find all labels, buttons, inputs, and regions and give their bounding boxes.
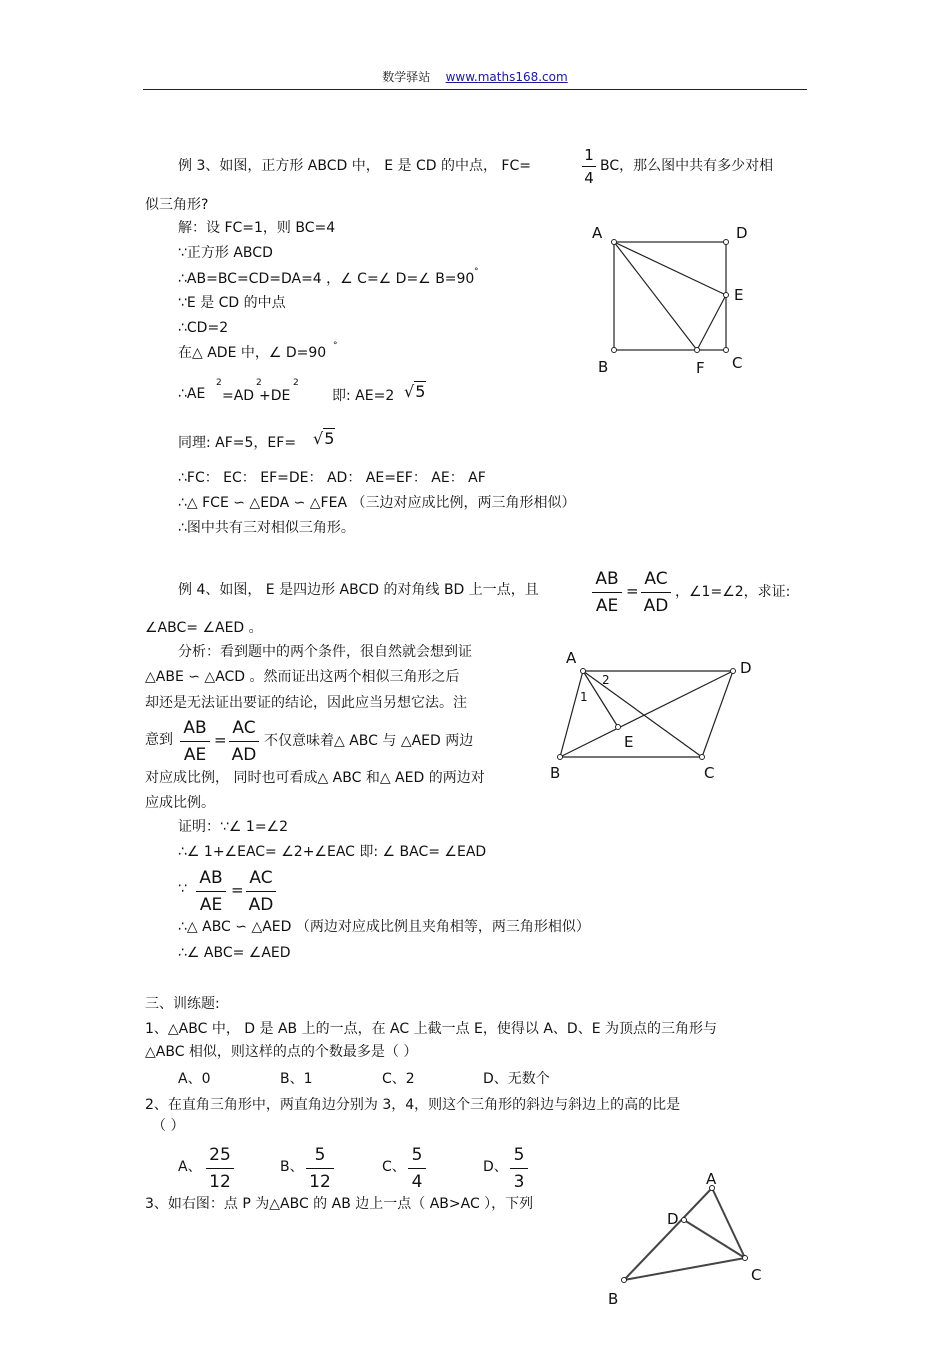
header-divider xyxy=(143,89,807,90)
sqrt-symbol-icon: √ xyxy=(313,429,324,448)
ex4-line2: ∠ABC= ∠AED 。 xyxy=(145,620,263,636)
site-url-link[interactable]: www.maths168.com xyxy=(445,70,568,84)
ex4-analysis1: 分析：看到题中的两个条件，很自然就会想到证 xyxy=(178,644,472,660)
triangle-abc xyxy=(624,1188,745,1280)
q2-line1: 2、在直角三角形中，两直角边分别为 3，4，则这个三角形的斜边与斜边上的高的比是 xyxy=(145,1097,681,1113)
ex4-analysis2: △ABE ∽ △ACD 。然而证出这两个相似三角形之后 xyxy=(145,669,460,685)
ex3-sup-a: 2 xyxy=(216,378,222,388)
q2-option-b-label: B、 xyxy=(280,1159,304,1175)
ex3-deg1: ° xyxy=(474,267,479,277)
ex3-deg2: ° xyxy=(333,341,338,351)
q1-line2: △ABC 相似，则这样的点的个数最多是（ ） xyxy=(145,1044,418,1060)
ex3-step7d: 即: AE=2 xyxy=(332,388,395,404)
q2-line2: （ ） xyxy=(152,1118,185,1134)
ex3-step1: 解：设 FC=1，则 BC=4 xyxy=(178,220,336,236)
q2-option-c-frac: $\frac{5}{4}$ xyxy=(408,1144,426,1193)
ex4-frac2-ab-ae: $\frac{AB}{AE}$ xyxy=(180,717,210,766)
ex3-step7c: +DE xyxy=(259,388,291,404)
segment-ae xyxy=(583,671,618,727)
ex3-step10: ∴△ FCE ∽ △EDA ∽ △FEA （三边对应成比例，两三角形相似） xyxy=(178,495,576,511)
ex3-line1a: 例 3、如图，正方形 ABCD 中， E 是 CD 的中点， FC= xyxy=(178,158,531,174)
q2-option-b-frac: $\frac{5}{12}$ xyxy=(306,1144,334,1193)
equals-sign: = xyxy=(626,582,639,600)
q2-option-a-label: A、 xyxy=(178,1159,202,1175)
label-f: F xyxy=(696,359,705,377)
ex3-sqrt5-a xyxy=(404,382,426,401)
ex4-proof1: 证明：∵∠ 1=∠2 xyxy=(178,819,289,835)
label-c: C xyxy=(732,354,743,372)
ex3-step2: ∵正方形 ABCD xyxy=(178,245,273,261)
q2-option-d-label: D、 xyxy=(483,1159,508,1175)
ex3-step11: ∴图中共有三对相似三角形。 xyxy=(178,520,355,536)
q1-option-d: D、无数个 xyxy=(483,1071,550,1087)
ex3-sup-c: 2 xyxy=(293,378,299,388)
q3-triangle-figure xyxy=(600,1168,780,1308)
label-b: B xyxy=(608,1290,619,1308)
ex3-square-figure xyxy=(580,218,760,378)
label-d: D xyxy=(736,224,748,242)
ex4-proof4: ∴△ ABC ∽ △AED （两边对应成比例且夹角相等，两三角形相似） xyxy=(178,919,590,935)
label-d: D xyxy=(740,659,752,677)
ex3-step3: ∴AB=BC=CD=DA=4 ，∠ C=∠ D=∠ B=90 xyxy=(178,271,475,287)
label-angle-2: 2 xyxy=(602,673,610,687)
label-a: A xyxy=(706,1170,717,1188)
practice-heading: 三、训练题: xyxy=(145,996,220,1012)
diagonal-ac xyxy=(583,671,702,757)
label-c: C xyxy=(751,1266,762,1284)
ex3-frac-num: 1 xyxy=(582,146,596,167)
sqrt-symbol-icon: √ xyxy=(404,382,415,401)
ex4-quadrilateral-figure xyxy=(540,645,770,785)
q1-line1: 1、△ABC 中， D 是 AB 上的一点，在 AC 上截一点 E，使得以 A、D、E 为顶点的三角形与 xyxy=(145,1021,718,1037)
ex3-step4: ∵E 是 CD 的中点 xyxy=(178,295,286,311)
ex4-frac-ac-ad: $\frac{AC}{AD}$ xyxy=(641,568,671,617)
equals-sign: = xyxy=(231,881,244,899)
ex3-step6: 在△ ADE 中，∠ D=90 xyxy=(178,345,327,361)
ex4-frac2-ac-ad: $\frac{AC}{AD}$ xyxy=(229,717,259,766)
site-name: 数学驿站 xyxy=(382,70,431,84)
sqrt-radicand: 5 xyxy=(324,429,335,448)
label-d: D xyxy=(667,1210,679,1228)
ex3-step7b: =AD xyxy=(222,388,255,404)
q1-option-c: C、2 xyxy=(382,1071,415,1087)
label-a: A xyxy=(592,224,603,242)
label-c: C xyxy=(704,764,715,782)
ex3-sqrt5-b xyxy=(313,429,335,448)
label-angle-1: 1 xyxy=(580,690,588,704)
q3-line1: 3、如右图：点 P 为△ABC 的 AB 边上一点（ AB>AC ），下列 xyxy=(145,1196,534,1212)
ex3-step8: 同理: AF=5，EF= xyxy=(178,435,297,451)
ex4-analysis6: 应成比例。 xyxy=(145,795,215,811)
q1-option-a: A、0 xyxy=(178,1071,211,1087)
segment-af xyxy=(614,242,697,350)
ex4-frac3-ac-ad: $\frac{AC}{AD}$ xyxy=(246,867,276,916)
ex4-frac3-ab-ae: $\frac{AB}{AE}$ xyxy=(196,867,226,916)
ex4-proof3: ∵ xyxy=(178,881,187,897)
ex4-analysis3: 却还是无法证出要证的结论，因此应当另想它法。注 xyxy=(145,695,467,711)
q2-option-d-frac: $\frac{5}{3}$ xyxy=(510,1144,528,1193)
ex4-analysis5: 对应成比例， 同时也可看成△ ABC 和△ AED 的两边对 xyxy=(145,770,485,786)
ex4-line1b: ，∠1=∠2，求证: xyxy=(675,584,791,600)
label-a: A xyxy=(566,649,577,667)
label-b: B xyxy=(598,358,609,376)
ex3-step7a: ∴AE xyxy=(178,386,206,402)
ex4-analysis4a: 意到 xyxy=(145,732,173,748)
ex3-fraction xyxy=(582,146,596,187)
ex4-analysis4b: 不仅意味着△ ABC 与 △AED 两边 xyxy=(264,733,474,749)
label-e: E xyxy=(734,286,744,304)
ex3-line2: 似三角形? xyxy=(145,197,209,213)
q1-option-b: B、1 xyxy=(280,1071,313,1087)
equals-sign: = xyxy=(214,731,227,749)
ex4-line1a: 例 4、如图， E 是四边形 ABCD 的对角线 BD 上一点，且 xyxy=(178,582,539,598)
ex4-proof2: ∴∠ 1+∠EAC= ∠2+∠EAC 即: ∠ BAC= ∠EAD xyxy=(178,844,487,860)
ex3-frac-den: 4 xyxy=(584,169,594,187)
ex3-line1b: BC，那么图中共有多少对相 xyxy=(600,158,774,174)
label-b: B xyxy=(550,764,561,782)
ex4-frac-ab-ae: $\frac{AB}{AE}$ xyxy=(592,568,622,617)
label-e: E xyxy=(624,733,634,751)
ex3-step9: ∴FC： EC： EF=DE： AD： AE=EF： AE： AF xyxy=(178,470,486,486)
page-header xyxy=(0,68,950,85)
square-abcd xyxy=(614,242,726,350)
sqrt-radicand: 5 xyxy=(415,382,426,401)
segment-fe xyxy=(697,295,726,350)
ex3-step5: ∴CD=2 xyxy=(178,320,229,336)
q2-option-a-frac: $\frac{25}{12}$ xyxy=(206,1144,234,1193)
q2-option-c-label: C、 xyxy=(382,1159,406,1175)
ex3-sup-b: 2 xyxy=(256,378,262,388)
ex4-proof5: ∴∠ ABC= ∠AED xyxy=(178,945,291,961)
segment-ae xyxy=(614,242,726,295)
